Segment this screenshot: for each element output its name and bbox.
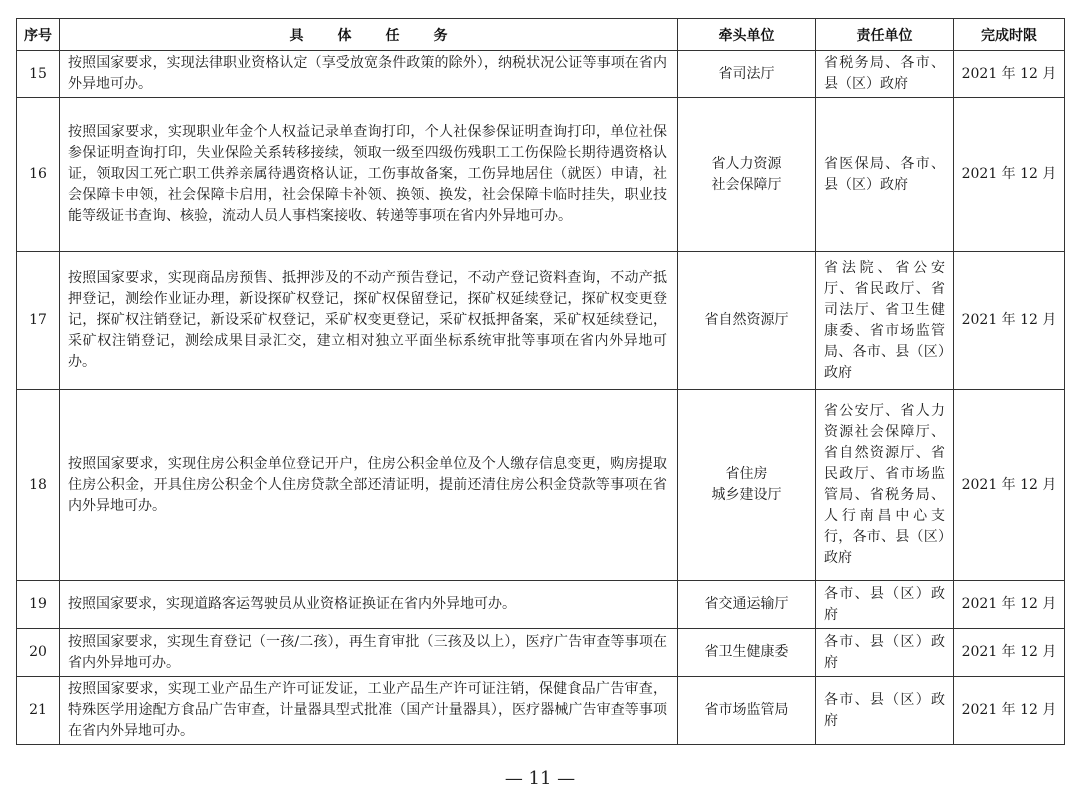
row-lead-line: 城乡建设厅 — [711, 487, 782, 503]
header-seq: 序号 — [17, 19, 60, 51]
row-seq: 19 — [17, 581, 60, 629]
header-task — [60, 19, 678, 51]
row-lead — [678, 629, 816, 677]
row-responsible: 省医保局、各市、县（区）政府 — [816, 98, 954, 252]
row-deadline: 2021 年 12 月 — [954, 629, 1065, 677]
table-row — [17, 390, 1065, 581]
row-lead-line: 社会保障厅 — [711, 176, 782, 193]
row-lead-line: 省住房 — [725, 466, 768, 482]
header-responsible: 责任单位 — [816, 19, 954, 51]
row-responsible: 各市、县（区）政府 — [816, 677, 954, 745]
row-task: 按照国家要求，实现法律职业资格认定（享受放宽条件政策的除外），纳税状况公证等事项在省内外异地可办。 — [60, 51, 678, 98]
row-lead-line: 省市场监管局 — [704, 702, 789, 718]
row-lead — [678, 98, 816, 252]
table-row — [17, 252, 1065, 390]
header-lead: 牵头单位 — [678, 19, 816, 51]
header-deadline: 完成时限 — [954, 19, 1065, 51]
header-task-label: 具体任务 — [289, 27, 482, 44]
table-row — [17, 581, 1065, 629]
row-deadline: 2021 年 12 月 — [954, 98, 1065, 252]
row-deadline: 2021 年 12 月 — [954, 51, 1065, 98]
row-lead-line: 省交通运输厅 — [704, 596, 789, 612]
row-lead — [678, 51, 816, 98]
row-seq: 15 — [17, 51, 60, 98]
table-body — [17, 51, 1065, 745]
row-deadline: 2021 年 12 月 — [954, 390, 1065, 581]
row-deadline: 2021 年 12 月 — [954, 252, 1065, 390]
row-seq: 17 — [17, 252, 60, 390]
row-lead-line: 省司法厅 — [718, 65, 775, 82]
row-lead — [678, 252, 816, 390]
row-lead — [678, 581, 816, 629]
row-lead-line: 省自然资源厅 — [704, 312, 789, 328]
row-lead — [678, 677, 816, 745]
row-seq: 16 — [17, 98, 60, 252]
task-table — [16, 18, 1065, 745]
row-seq: 20 — [17, 629, 60, 677]
row-task: 按照国家要求，实现生育登记（一孩/二孩），再生育审批（三孩及以上），医疗广告审查等事项在省内外异地可办。 — [60, 629, 678, 677]
table-row — [17, 677, 1065, 745]
row-deadline: 2021 年 12 月 — [954, 677, 1065, 745]
row-lead-line: 省卫生健康委 — [704, 644, 789, 660]
document-page — [16, 18, 1064, 745]
row-seq: 18 — [17, 390, 60, 581]
row-responsible: 省税务局、各市、县（区）政府 — [816, 51, 954, 98]
row-task: 按照国家要求，实现住房公积金单位登记开户，住房公积金单位及个人缴存信息变更，购房提取住房公积金，开具住房公积金个人住房贷款全部还清证明，提前还清住房公积金贷款等事项在省内外异地可办。 — [60, 390, 678, 581]
row-seq: 21 — [17, 677, 60, 745]
row-responsible: 省法院、省公安厅、省民政厅、省司法厅、省卫生健康委、省市场监管局、各市、县（区）政府 — [816, 252, 954, 390]
row-deadline: 2021 年 12 月 — [954, 581, 1065, 629]
row-responsible: 省公安厅、省人力资源社会保障厅、省自然资源厅、省民政厅、省市场监管局、省税务局、人行南昌中心支行，各市、县（区）政府 — [816, 390, 954, 581]
table-header-row — [17, 19, 1065, 51]
row-responsible: 各市、县（区）政府 — [816, 581, 954, 629]
row-task: 按照国家要求，实现道路客运驾驶员从业资格证换证在省内外异地可办。 — [60, 581, 678, 629]
row-task: 按照国家要求，实现职业年金个人权益记录单查询打印，个人社保参保证明查询打印，单位社保参保证明查询打印，失业保险关系转移接续，领取一级至四级伤残职工工伤保险长期待遇资格认证，领取因工死亡职工供养亲属待遇资格认证，工伤事故备案，工伤异地居住（就医）申请，社会保障卡申领，社会保障卡启用，社会保障卡补领、换领、换发，社会保障卡临时挂失，职业技能等级证书查询、核验，流动人员人事档案接收、转递等事项在省内外异地可办。 — [60, 98, 678, 252]
row-lead-line: 省人力资源 — [711, 155, 782, 172]
row-lead — [678, 390, 816, 581]
row-task: 按照国家要求，实现工业产品生产许可证发证，工业产品生产许可证注销，保健食品广告审查，特殊医学用途配方食品广告审查，计量器具型式批准（国产计量器具），医疗器械广告审查等事项在省内外异地可办。 — [60, 677, 678, 745]
row-responsible: 各市、县（区）政府 — [816, 629, 954, 677]
table-row — [17, 51, 1065, 98]
table-row — [17, 629, 1065, 677]
page-number: — 11 — — [504, 768, 576, 789]
row-task: 按照国家要求，实现商品房预售、抵押涉及的不动产预告登记，不动产登记资料查询，不动产抵押登记，测绘作业证办理，新设探矿权登记，探矿权保留登记，探矿权延续登记，探矿权变更登记，探矿权注销登记，新设采矿权登记，采矿权变更登记，采矿权抵押备案，采矿权延续登记，采矿权注销登记，测绘成果目录汇交，建立相对独立平面坐标系统审批等事项在省内外异地可办。 — [60, 252, 678, 390]
table-row — [17, 98, 1065, 252]
